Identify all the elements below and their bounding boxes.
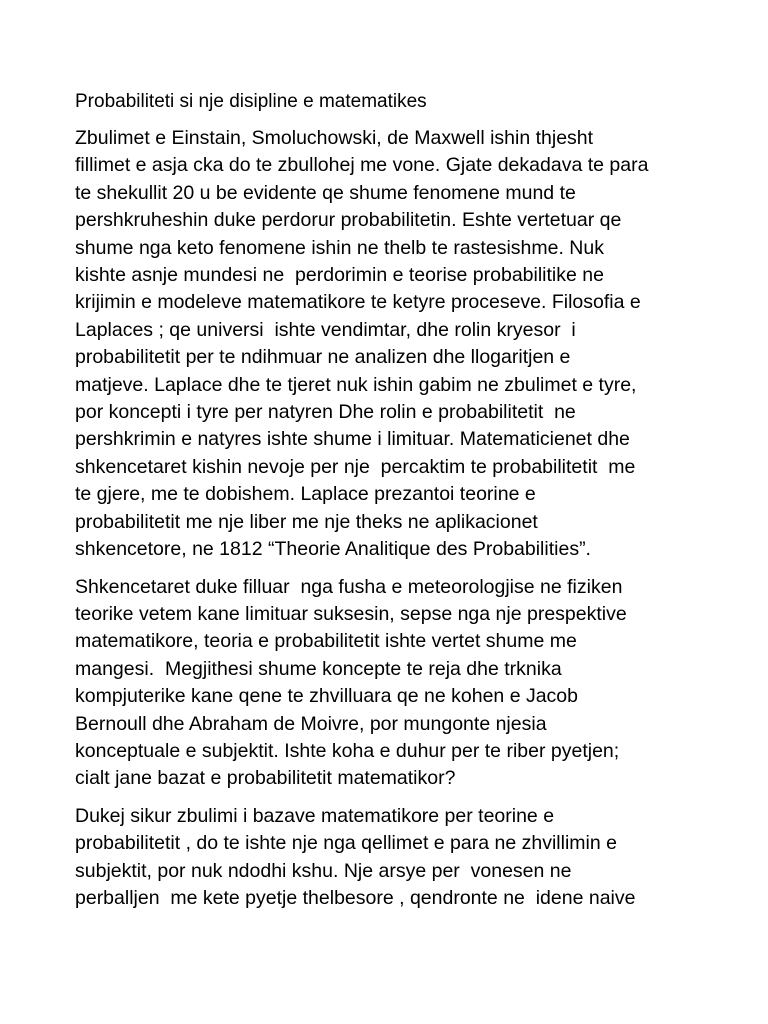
text-line: te gjere, me te dobishem. Laplace prezantoi teorine e xyxy=(75,483,536,506)
text-line: por koncepti i tyre per natyren Dhe rolin e probabilitetit ne xyxy=(75,401,576,424)
text-line: fillimet e asja cka do te zbullohej me vone. Gjate dekadava te para xyxy=(75,154,649,177)
text-line: kishte asnje mundesi ne perdorimin e teorise probabilitike ne xyxy=(75,264,604,287)
text-line: konceptuale e subjektit. Ishte koha e duhur per te riber pyetjen; xyxy=(75,739,620,762)
text-line: Zbulimet e Einstain, Smoluchowski, de Maxwell ishin thjesht xyxy=(75,127,594,149)
text-line: krijimin e modeleve matematikore te ketyre proceseve. Filosofia e xyxy=(75,291,641,314)
text-line: cialt jane bazat e probabilitetit matematikor? xyxy=(75,767,456,790)
text-line: kompjuterike kane qene te zhvilluara qe ne kohen e Jacob xyxy=(75,685,578,708)
text-line: probabilitetit , do te ishte nje nga qellimet e para ne zhvillimin e xyxy=(75,832,617,855)
text-line: probabilitetit per te ndihmuar ne analizen dhe llogaritjen e xyxy=(75,346,571,369)
paragraph-3 xyxy=(75,803,700,913)
text-line: te shekullit 20 u be evidente qe shume fenomene mund te xyxy=(75,181,576,204)
document-title: Probabiliteti si nje disipline e matematikes xyxy=(75,91,427,112)
text-line: subjektit, por nuk ndodhi kshu. Nje arsye per vonesen ne xyxy=(75,859,572,882)
text-line: pershkrimin e natyres ishte shume i limituar. Matematicienet dhe xyxy=(75,428,630,451)
text-line: shkencetaret kishin nevoje per nje percaktim te probabilitetit me xyxy=(75,455,636,478)
text-line: Laplaces ; qe universi ishte vendimtar, dhe rolin kryesor i xyxy=(75,318,576,341)
text-line: pershkruheshin duke perdorur probabilitetin. Eshte vertetuar qe xyxy=(75,209,622,232)
text-line: matematikore, teoria e probabilitetit ishte vertet shume me xyxy=(75,630,577,653)
text-line: Dukej sikur zbulimi i bazave matematikore per teorine e xyxy=(75,804,555,827)
text-line: mangesi. Megjithesi shume koncepte te reja dhe trknika xyxy=(75,657,562,680)
text-line: matjeve. Laplace dhe te tjeret nuk ishin gabim ne zbulimet e tyre, xyxy=(75,373,637,396)
text-line: probabilitetit me nje liber me nje theks ne aplikacionet xyxy=(75,510,538,533)
text-line: shkencetore, ne 1812 “Theorie Analitique des Probabilities”. xyxy=(75,538,591,561)
document-body xyxy=(75,88,700,922)
paragraph-2 xyxy=(75,574,700,793)
text-line: teorike vetem kane limituar suksesin, sepse nga nje prespektive xyxy=(75,602,627,625)
text-line: shume nga keto fenomene ishin ne thelb te rastesishme. Nuk xyxy=(75,236,604,259)
paragraph-1 xyxy=(75,125,700,564)
text-line: Shkencetaret duke filluar nga fusha e meteorologjise ne fiziken xyxy=(75,575,623,598)
text-line: perballjen me kete pyetje thelbesore , qendronte ne idene naive xyxy=(75,886,636,909)
text-line: Bernoull dhe Abraham de Moivre, por mungonte njesia xyxy=(75,712,547,735)
